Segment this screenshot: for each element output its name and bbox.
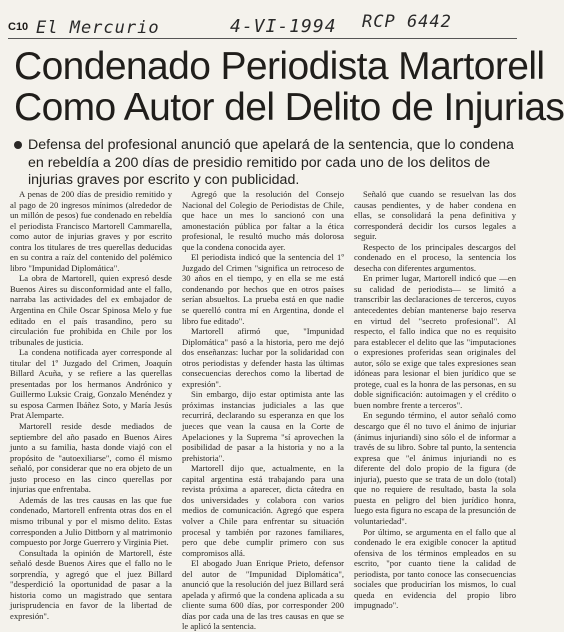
- paragraph: A penas de 200 días de presidio remitido y al pago de 20 ingresos mínimos (alrededor de un millón de pesos) fue condenado en rebeldía el periodista Francisco Martorell Cammarella, como autor de injurias graves y por escrito contra los titulares de tres querellas deducidas en su contra a raíz del contenido del polémico libro "Impunidad Diplomática".: [10, 189, 172, 273]
- paragraph: El abogado Juan Enrique Prieto, defensor del autor de "Impunidad Diplomática", anunció que la resolución del juez Billard será apelada y afirmó que la condena aplicada a su cliente suma 600 días, por corresponder 200 días por cada una de las tres causas en que se le aplicó la sentencia.: [182, 558, 344, 632]
- paragraph: Además de las tres causas en las que fue condenado, Martorell enfrenta otras dos en el mismo tribunal y por el mismo delito. Estas corresponden a Julio Dittborn y al matrimonio compuesto por Jorge Guerrero y Virginia Piet.: [10, 494, 172, 548]
- paragraph: Consultada la opinión de Martorell, éste señaló desde Buenos Aires que el fallo no le sorprendía, y agregó que el juez Billard "desperdició la oportunidad de pasar a la historia como un magistrado que sentara jurisprudencia en favor de la libertad de expresión".: [10, 547, 172, 621]
- paragraph: Señaló que cuando se resuelvan las dos causas pendientes, y de haber condena en ellas, se consolidará la pena definitiva y corresponderá decidir los cursos legales a seguir.: [354, 189, 516, 242]
- paragraph: La obra de Martorell, quien expresó desde Buenos Aires su disconformidad ante el fallo, narraba las actividades del ex embajador de Argentina en Chile Oscar Spinosa Melo y fue editado en el país trasandino, pero su circulación fue prohibida en Chile por los tribunales de justicia.: [10, 273, 172, 347]
- paragraph: Agregó que la resolución del Consejo Nacional del Colegio de Periodistas de Chile, que hace un mes lo sancionó con una amonestación pública por faltar a la ética profesional, le resultó mucho más dolorosa que la condena conocida ayer.: [182, 189, 344, 252]
- paragraph: Sin embargo, dijo estar optimista ante las próximas instancias judiciales a las que recurrirá, declarando su esperanza en que los jueces que vean la causa en la Corte de Apelaciones y la Suprema "sí aprovechen la posibilidad de pasar a la historia y no a la prehistoria".: [182, 389, 344, 463]
- deck: [14, 137, 517, 190]
- paragraph: Por último, se argumenta en el fallo que al condenado le era exigible conocer la aptitud ofensiva de los términos empleados en su escrito, "por cuanto tiene la calidad de periodista, por tanto conoce las consecuencias sociales que producirían los mismos, lo cual queda en evidencia del propio libro impugnado".: [354, 526, 516, 611]
- handwritten-date: 4-VI-1994: [230, 16, 337, 37]
- paragraph: Martorell dijo que, actualmente, en la capital argentina está trabajando para una revista próxima a aparecer, dicta cátedra en dos universidades y colabora con varios medios de comunicación. Agregó que espera volver a Chile para enfrentar su situación procesal y también por razones familiares, pero que debe cumplir primero con sus compromisos allá.: [182, 463, 344, 558]
- paragraph: El periodista indicó que la sentencia del 1º Juzgado del Crimen "significa un retroceso de 30 años en el tiempo, y en ella se me está condenando por hechos que en otros países serían absueltos. La prueba está en que nadie se querelló contra mí en Argentina, donde el libro fue editado".: [182, 252, 344, 326]
- bullet-icon: [14, 141, 22, 149]
- article-column-1: [10, 189, 172, 621]
- page-number: C10: [8, 21, 29, 33]
- handwritten-newspaper-name: El Mercurio: [36, 18, 160, 38]
- clipping-header: [8, 12, 517, 38]
- handwritten-reference: RCP 6442: [362, 12, 452, 32]
- article-column-3: [354, 189, 516, 611]
- paragraph: En segundo término, el autor señaló como descargo que él no tuvo el ánimo de injuriar (ánimus injuriandi) sino sólo el de informar a través de su libro. Sobre tal punto, la sentencia expresa que "el ánimus injuriandi no es diferente del dolo propio de la figura (de injuria), puesto que se trata de un dolo (total) que no requiere de resultado, basta la sola puesta en peligro del bien jurídico honra, luego esta figura no escapa de la presunción de voluntariedad".: [354, 410, 516, 526]
- paragraph: Martorell reside desde mediados de septiembre del año pasado en Buenos Aires junto a su familia, hasta donde viajó con el propósito de "autoexiliarse", como él mismo señaló, por considerar que no era objeto de un justo proceso en las cinco querellas por injurias que enfrentaba.: [10, 421, 172, 495]
- paragraph: En primer lugar, Martorell indicó que —en su calidad de periodista— se limitó a transcribir las declaraciones de terceros, cuyos antecedentes debían mantenerse bajo reserva en virtud del "secreto profesional". Al respecto, el fallo indica que no es requisito para establecer el delito que las "imputaciones o expresiones proferidas sean originales del autor, sólo se exige que tales expresiones sean idóneas para lesionar el bien jurídico que se protege, cual es la honra de las personas, en su doble significación: autoimagen y el crédito o buen nombre frente a terceros".: [354, 273, 516, 410]
- header-rule: [8, 38, 517, 39]
- paragraph: Martorell afirmó que, "Impunidad Diplomática" pasó a la historia, pero me dejó dos enseñanzas: luchar por la solidaridad con otros periodistas y defender hasta las últimas consecuencias derechos como la libertad de expresión".: [182, 326, 344, 389]
- paragraph: La condena notificada ayer corresponde al titular del 1º Juzgado del Crimen, Joaquín Billard Acuña, y se refiere a las querellas presentadas por los hermanos Andrónico y Guillermo Luksic Craig, Gonzalo Menéndez y su esposa Carmen Ibáñez Soto, y María Jesús Prat Alemparte.: [10, 347, 172, 421]
- article-column-2: [182, 189, 344, 632]
- headline: [14, 45, 564, 129]
- headline-line-1: Condenado Periodista Martorell: [14, 45, 545, 88]
- paragraph: Respecto de los principales descargos del condenado en el proceso, la sentencia los desecha con diferentes argumentos.: [354, 241, 516, 273]
- headline-line-2: Como Autor del Delito de Injurias: [14, 86, 564, 129]
- deck-text: Defensa del profesional anunció que apelará de la sentencia, que lo condena en rebeldía a 200 días de presidio remitido por cada uno de los delitos de injurias graves por escrito y con publicidad.: [28, 137, 514, 188]
